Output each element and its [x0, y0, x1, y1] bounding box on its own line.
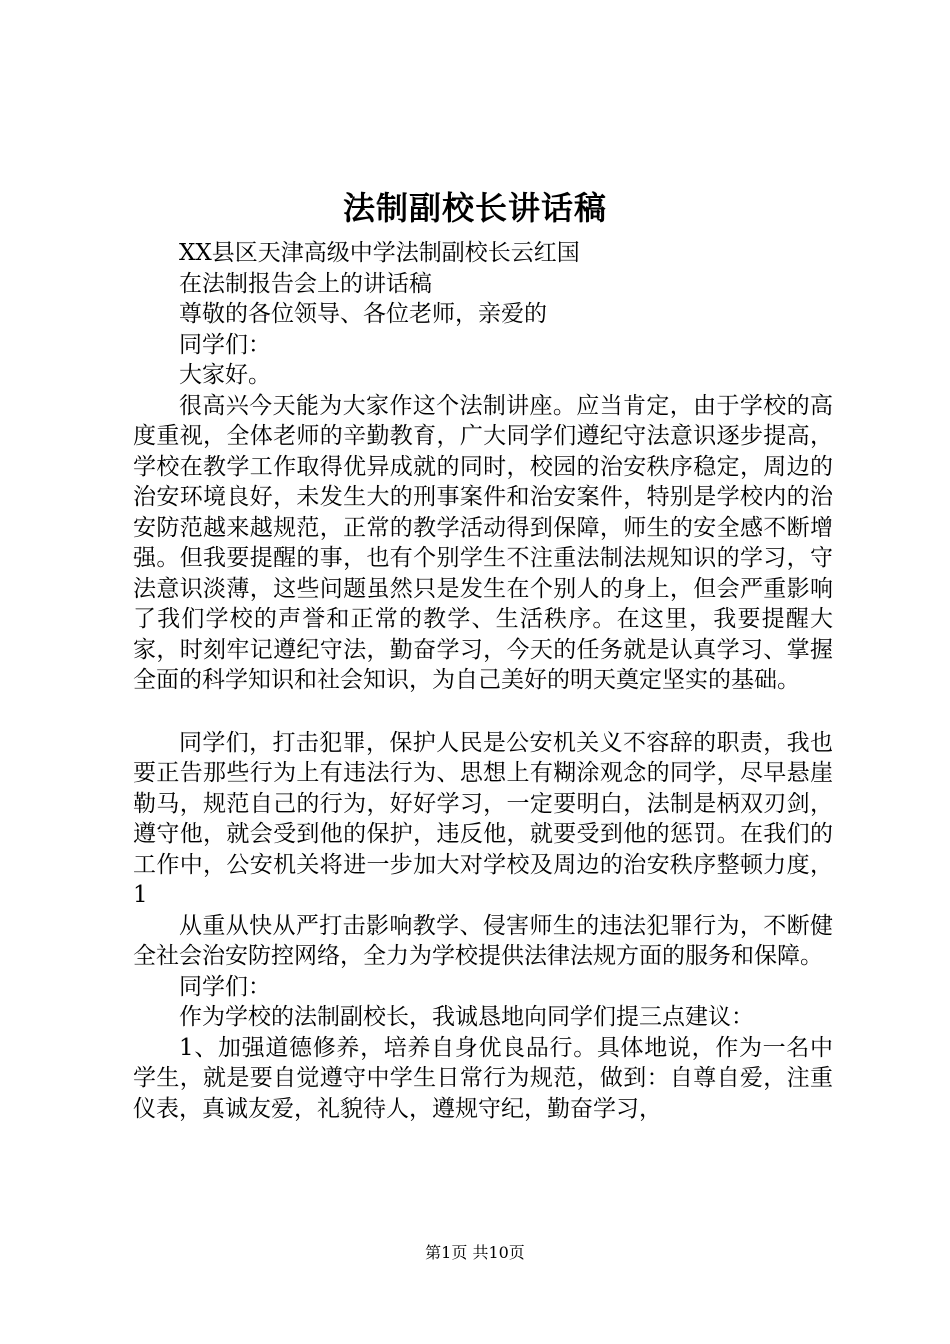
body-paragraph: 1、加强道德修养，培养自身优良品行。具体地说，作为一名中学生，就是要自觉遵守中学生日常行为规范，做到：自尊自爱，注重仪表，真诚友爱，礼貌待人，遵规守纪，勤奋学习，: [133, 1034, 833, 1122]
salutation-continuation: 同学们：: [179, 331, 271, 358]
page-footer: 第1页 共10页: [425, 1243, 525, 1262]
occasion-line: 在法制报告会上的讲话稿: [179, 270, 432, 297]
document-title: 法制副校长讲话稿: [342, 189, 607, 227]
body-paragraph: 从重从快从严打击影响教学、侵害师生的违法犯罪行为，不断健全社会治安防控网络，全力为学校提供法律法规方面的服务和保障。: [133, 912, 833, 969]
salutation-line: 尊敬的各位领导、各位老师，亲爱的: [179, 301, 547, 327]
address-line: 同学们：: [179, 973, 271, 1000]
greeting-line: 大家好。: [179, 362, 271, 388]
paragraph-spacer: [133, 696, 833, 728]
body-paragraph: 作为学校的法制副校长，我诚恳地向同学们提三点建议：: [179, 1004, 754, 1030]
body-paragraph: 很高兴今天能为大家作这个法制讲座。应当肯定，由于学校的高度重视，全体老师的辛勤教育，广大同学们遵纪守法意识逐步提高，学校在教学工作取得优异成就的同时，校园的治安秩序稳定，周边的治安环境良好，未发生大的刑事案件和治安案件，特别是学校内的治安防范越来越规范，正常的教学活动得到保障，师生的安全感不断增强。但我要提醒的事，也有个别学生不注重法制法规知识的学习，守法意识淡薄，这些问题虽然只是发生在个别人的身上，但会严重影响了我们学校的声誉和正常的教学、生活秩序。在这里，我要提醒大家，时刻牢记遵纪守法，勤奋学习，今天的任务就是认真学习、掌握全面的科学知识和社会知识，为自己美好的明天奠定坚实的基础。: [133, 392, 833, 693]
author-line: XX县区天津高级中学法制副校长云红国: [179, 240, 580, 266]
document-body: [133, 238, 833, 1124]
body-paragraph: 同学们，打击犯罪，保护人民是公安机关义不容辞的职责，我也要正告那些行为上有违法行为、思想上有糊涂观念的同学，尽早悬崖勒马，规范自己的行为，好好学习，一定要明白，法制是柄双刃剑，遵守他，就会受到他的保护，违反他，就要受到他的惩罚。在我们的工作中，公安机关将进一步加大对学校及周边的治安秩序整顿力度，1: [133, 729, 833, 908]
